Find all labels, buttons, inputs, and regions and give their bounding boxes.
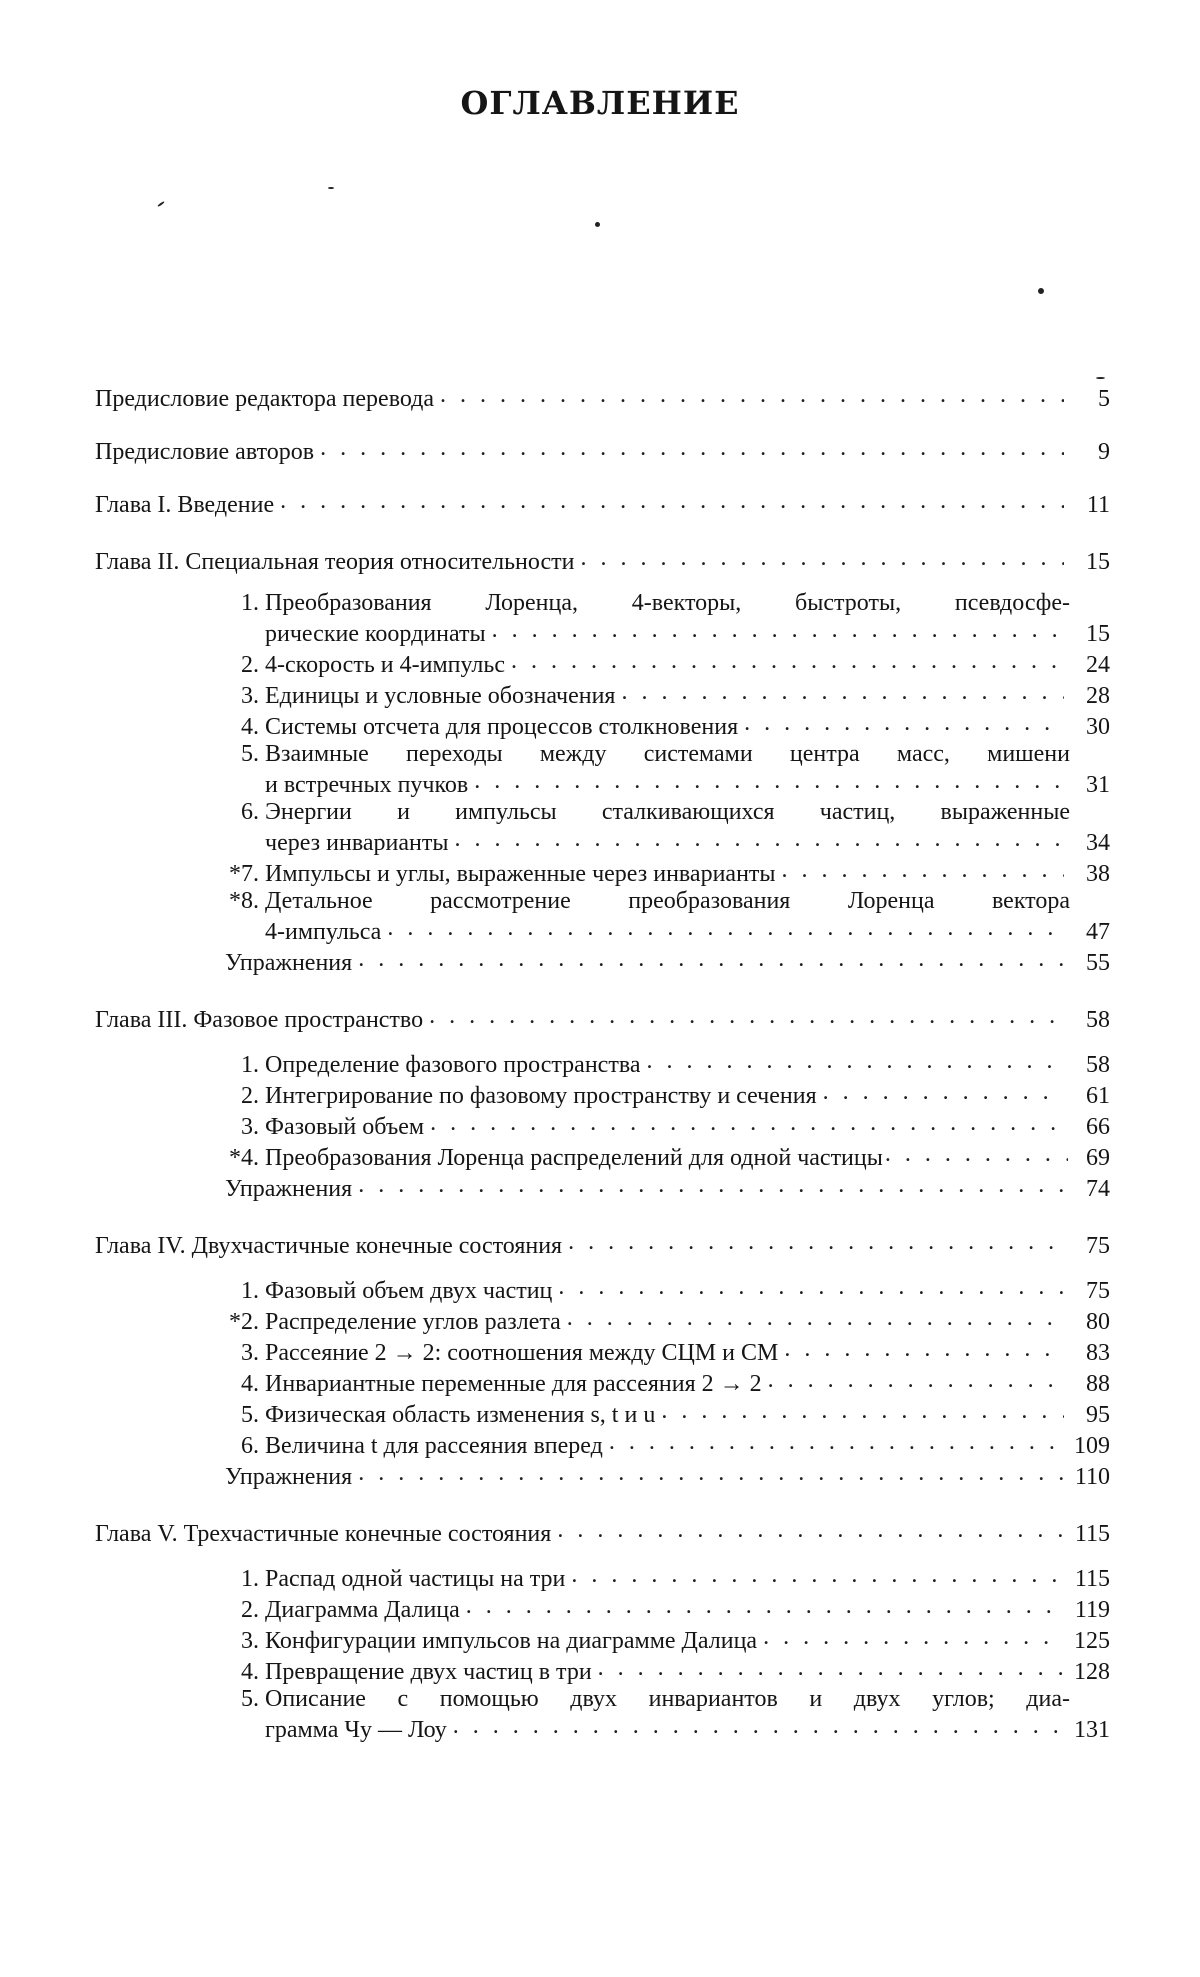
toc-entry-page: 31	[1086, 772, 1110, 798]
toc-subentry[interactable]	[225, 1305, 1110, 1336]
toc-entry-page: 15	[1086, 621, 1110, 647]
toc-entry-page: 83	[1086, 1340, 1110, 1366]
toc-subsections	[95, 590, 1110, 977]
toc-entry-page: 11	[1086, 492, 1110, 518]
toc-subentry[interactable]	[225, 1048, 1110, 1079]
dot-leader	[492, 617, 1064, 641]
dot-leader	[763, 1624, 1064, 1648]
toc-entry-page: 34	[1086, 830, 1110, 856]
toc-subentry-label: Упражнения	[225, 1176, 353, 1202]
toc-entry-page: 125	[1074, 1628, 1110, 1654]
toc-subentry-label: Взаимные переходы между системами центра масс, мишени	[265, 741, 1070, 767]
toc-entry-preface-authors[interactable]	[95, 435, 1110, 466]
toc-subentry[interactable]	[225, 679, 1110, 710]
dot-leader	[320, 435, 1064, 459]
toc-entry-page: 55	[1086, 950, 1110, 976]
toc-subentry-number: 6.	[241, 1433, 259, 1459]
toc-subentry[interactable]	[225, 1110, 1110, 1141]
dot-leader	[621, 679, 1064, 703]
toc-subentry-number: 4.	[241, 1371, 259, 1397]
toc-subentry-label: Фазовый объем	[265, 1114, 425, 1140]
dot-leader	[661, 1398, 1064, 1422]
toc-subentry-exercises[interactable]	[225, 1172, 1110, 1203]
toc-entry-label: Глава III. Фазовое пространство	[95, 1007, 424, 1033]
toc-entry-page: 95	[1086, 1402, 1110, 1428]
toc-subentry-label: Распределение углов разлета	[265, 1309, 561, 1335]
toc-entry-chapter-1[interactable]	[95, 488, 1110, 519]
toc-entry-page: 9	[1098, 439, 1110, 465]
toc-subentry[interactable]	[225, 1655, 1110, 1686]
toc-subentry-exercises[interactable]	[225, 946, 1110, 977]
toc-group-chapter-3	[95, 1003, 1110, 1203]
table-of-contents	[95, 382, 1110, 1744]
toc-subentry-number: 2.	[241, 652, 259, 678]
toc-subentry-number: 1.	[241, 1278, 259, 1304]
toc-entry-page: 15	[1086, 549, 1110, 575]
toc-subentry[interactable]	[225, 1562, 1110, 1593]
dot-leader	[823, 1079, 1064, 1103]
toc-entry-page: 110	[1074, 1464, 1110, 1490]
toc-entry-label: Глава V. Трехчастичные конечные состояния	[95, 1521, 552, 1547]
toc-subentry-label: Определение фазового пространства	[265, 1052, 641, 1078]
toc-subentry-number: 1.	[241, 590, 259, 616]
dot-leader	[358, 946, 1064, 970]
toc-subentry-label: Импульсы и углы, выраженные через инварианты	[265, 861, 776, 887]
dot-leader	[511, 648, 1064, 672]
toc-entry-page: 128	[1074, 1659, 1110, 1685]
toc-subentry[interactable]	[225, 741, 1110, 799]
scan-speck	[1096, 377, 1105, 379]
toc-entry-page: 28	[1086, 683, 1110, 709]
toc-subentry-number: *7.	[229, 861, 259, 887]
toc-entry-chapter-2[interactable]	[95, 545, 1110, 576]
dot-leader	[571, 1562, 1064, 1586]
toc-subentry-label: Физическая область изменения s, t и u	[265, 1402, 656, 1428]
toc-entry-page: 88	[1086, 1371, 1110, 1397]
toc-subentry[interactable]	[225, 1079, 1110, 1110]
toc-entry-label: Предисловие редактора перевода	[95, 386, 435, 412]
toc-subentry[interactable]	[225, 590, 1110, 648]
dot-leader	[453, 1713, 1064, 1737]
toc-entry-label: Глава I. Введение	[95, 492, 275, 518]
toc-subentry-number: 5.	[241, 1686, 259, 1712]
toc-subentry-label: Системы отсчета для процессов столкновения	[265, 714, 739, 740]
toc-subentry[interactable]	[225, 857, 1110, 888]
toc-subentry-label: Диаграмма Далица	[265, 1597, 460, 1623]
dot-leader	[568, 1229, 1064, 1253]
toc-subentry-label-cont: 4-импульса	[265, 919, 382, 945]
toc-subentry-number: 6.	[241, 799, 259, 825]
dot-leader	[768, 1367, 1064, 1391]
dot-leader	[784, 1336, 1064, 1360]
dot-leader	[440, 382, 1064, 406]
toc-subentry-label: 4-скорость и 4-импульс	[265, 652, 505, 678]
toc-subentry[interactable]	[225, 710, 1110, 741]
toc-entry-page: 69	[1086, 1145, 1110, 1171]
toc-subentry-number: 5.	[241, 741, 259, 767]
dot-leader	[466, 1593, 1064, 1617]
toc-entry-page: 80	[1086, 1309, 1110, 1335]
toc-subentry-label: Конфигурации импульсов на диаграмме Далица	[265, 1628, 758, 1654]
toc-subentry-label: Фазовый объем двух частиц	[265, 1278, 553, 1304]
toc-entry-page: 75	[1086, 1233, 1110, 1259]
scan-speck	[328, 187, 334, 189]
toc-subentry-label-cont: и встречных пучков	[265, 772, 469, 798]
toc-entry-page: 74	[1086, 1176, 1110, 1202]
toc-subentry[interactable]	[225, 1593, 1110, 1624]
toc-group-chapter-5	[95, 1517, 1110, 1744]
toc-subentry-number: 3.	[241, 1340, 259, 1366]
toc-entry-page: 61	[1086, 1083, 1110, 1109]
toc-subsections	[95, 1562, 1110, 1744]
toc-subentry-label: Упражнения	[225, 1464, 353, 1490]
dot-leader	[782, 857, 1064, 881]
dot-leader	[558, 1274, 1064, 1298]
toc-entry-page: 24	[1086, 652, 1110, 678]
toc-subentry-number: *2.	[229, 1309, 259, 1335]
toc-subentry[interactable]	[225, 888, 1110, 946]
toc-entry-chapter-4[interactable]	[95, 1229, 1110, 1260]
toc-entry-page: 5	[1098, 386, 1110, 412]
dot-leader	[557, 1517, 1064, 1541]
toc-subentry[interactable]	[225, 1141, 1110, 1172]
toc-subentry-number: 3.	[241, 683, 259, 709]
dot-leader	[358, 1172, 1064, 1196]
toc-subentry-number: *4.	[229, 1145, 259, 1171]
dot-leader	[567, 1305, 1064, 1329]
toc-subentry-number: 5.	[241, 1402, 259, 1428]
toc-subentry-label-cont: грамма Чу — Лоу	[265, 1717, 447, 1743]
toc-subentry-exercises[interactable]	[225, 1460, 1110, 1491]
toc-subentry-label: Описание с помощью двух инвариантов и двух углов; диа-	[265, 1686, 1070, 1712]
page-title: ОГЛАВЛЕНИЕ	[460, 84, 740, 122]
toc-group-chapter-2	[95, 545, 1110, 977]
dot-leader	[474, 768, 1064, 792]
toc-subentry[interactable]	[225, 1429, 1110, 1460]
toc-entry-page: 115	[1074, 1566, 1110, 1592]
toc-subentry-label: Величина t для рассеяния вперед	[265, 1433, 603, 1459]
scan-speck	[1038, 288, 1044, 294]
dot-leader	[885, 1141, 1068, 1165]
toc-subentry-label-cont: через инварианты	[265, 830, 449, 856]
toc-subentry-label: Распад одной частицы на три	[265, 1566, 566, 1592]
toc-subsections	[95, 1274, 1110, 1491]
toc-entry-label: Глава IV. Двухчастичные конечные состояния	[95, 1233, 563, 1259]
toc-subentry-number: *8.	[229, 888, 259, 914]
toc-subentry-number: 1.	[241, 1052, 259, 1078]
toc-group-chapter-4	[95, 1229, 1110, 1491]
dot-leader	[580, 545, 1064, 569]
dot-leader	[358, 1460, 1064, 1484]
toc-subentry[interactable]	[225, 1274, 1110, 1305]
dot-leader	[280, 488, 1064, 512]
toc-subsections	[95, 1048, 1110, 1203]
dot-leader	[387, 915, 1064, 939]
toc-subentry-label-cont: рические координаты	[265, 621, 486, 647]
toc-entry-page: 66	[1086, 1114, 1110, 1140]
toc-subentry-number: 4.	[241, 1659, 259, 1685]
toc-entry-page: 131	[1074, 1717, 1110, 1743]
dot-leader	[598, 1655, 1064, 1679]
dot-leader	[430, 1110, 1064, 1134]
dot-leader	[744, 710, 1064, 734]
toc-entry-label: Глава II. Специальная теория относительности	[95, 549, 575, 575]
toc-entry-label: Предисловие авторов	[95, 439, 315, 465]
toc-subentry[interactable]	[225, 799, 1110, 857]
toc-subentry-number: 4.	[241, 714, 259, 740]
toc-subentry-number: 2.	[241, 1597, 259, 1623]
dot-leader	[609, 1429, 1064, 1453]
toc-subentry[interactable]	[225, 1686, 1110, 1744]
scan-speck	[157, 201, 165, 207]
toc-subentry-label: Преобразования Лоренца распределений для одной частицы	[265, 1145, 883, 1171]
toc-subentry[interactable]	[225, 1624, 1110, 1655]
toc-subentry-label: Энергии и импульсы сталкивающихся частиц, выраженные	[265, 799, 1070, 825]
toc-entry-page: 38	[1086, 861, 1110, 887]
dot-leader	[454, 826, 1064, 850]
toc-subentry-number: 3.	[241, 1114, 259, 1140]
toc-subentry-label: Превращение двух частиц в три	[265, 1659, 592, 1685]
toc-entry-page: 47	[1086, 919, 1110, 945]
toc-subentry-label: Интегрирование по фазовому пространству и сечения	[265, 1083, 817, 1109]
toc-entry-page: 75	[1086, 1278, 1110, 1304]
toc-group-front	[95, 382, 1110, 519]
toc-subentry-number: 2.	[241, 1083, 259, 1109]
toc-entry-page: 30	[1086, 714, 1110, 740]
toc-subentry[interactable]	[225, 1398, 1110, 1429]
toc-entry-page: 119	[1074, 1597, 1110, 1623]
toc-subentry-label: Преобразования Лоренца, 4-векторы, быстроты, псевдосфе-	[265, 590, 1070, 616]
toc-entry-page: 109	[1074, 1433, 1110, 1459]
toc-entry-chapter-3[interactable]	[95, 1003, 1110, 1034]
dot-leader	[646, 1048, 1064, 1072]
toc-subentry-label: Детальное рассмотрение преобразования Лоренца вектора	[265, 888, 1070, 914]
toc-subentry[interactable]	[225, 648, 1110, 679]
toc-entry-page: 58	[1086, 1052, 1110, 1078]
toc-subentry[interactable]	[225, 1336, 1110, 1367]
toc-subentry-label: Инвариантные переменные для рассеяния 2 → 2	[265, 1371, 762, 1397]
toc-entry-page: 58	[1086, 1007, 1110, 1033]
toc-subentry-label: Единицы и условные обозначения	[265, 683, 616, 709]
toc-subentry-number: 1.	[241, 1566, 259, 1592]
toc-entry-chapter-5[interactable]	[95, 1517, 1110, 1548]
toc-entry-page: 115	[1074, 1521, 1110, 1547]
toc-subentry[interactable]	[225, 1367, 1110, 1398]
toc-subentry-label: Рассеяние 2 → 2: соотношения между СЦМ и СМ	[265, 1340, 779, 1366]
dot-leader	[429, 1003, 1064, 1027]
toc-subentry-label: Упражнения	[225, 950, 353, 976]
scan-speck	[595, 222, 600, 227]
toc-entry-preface-editor[interactable]	[95, 382, 1110, 413]
toc-subentry-number: 3.	[241, 1628, 259, 1654]
